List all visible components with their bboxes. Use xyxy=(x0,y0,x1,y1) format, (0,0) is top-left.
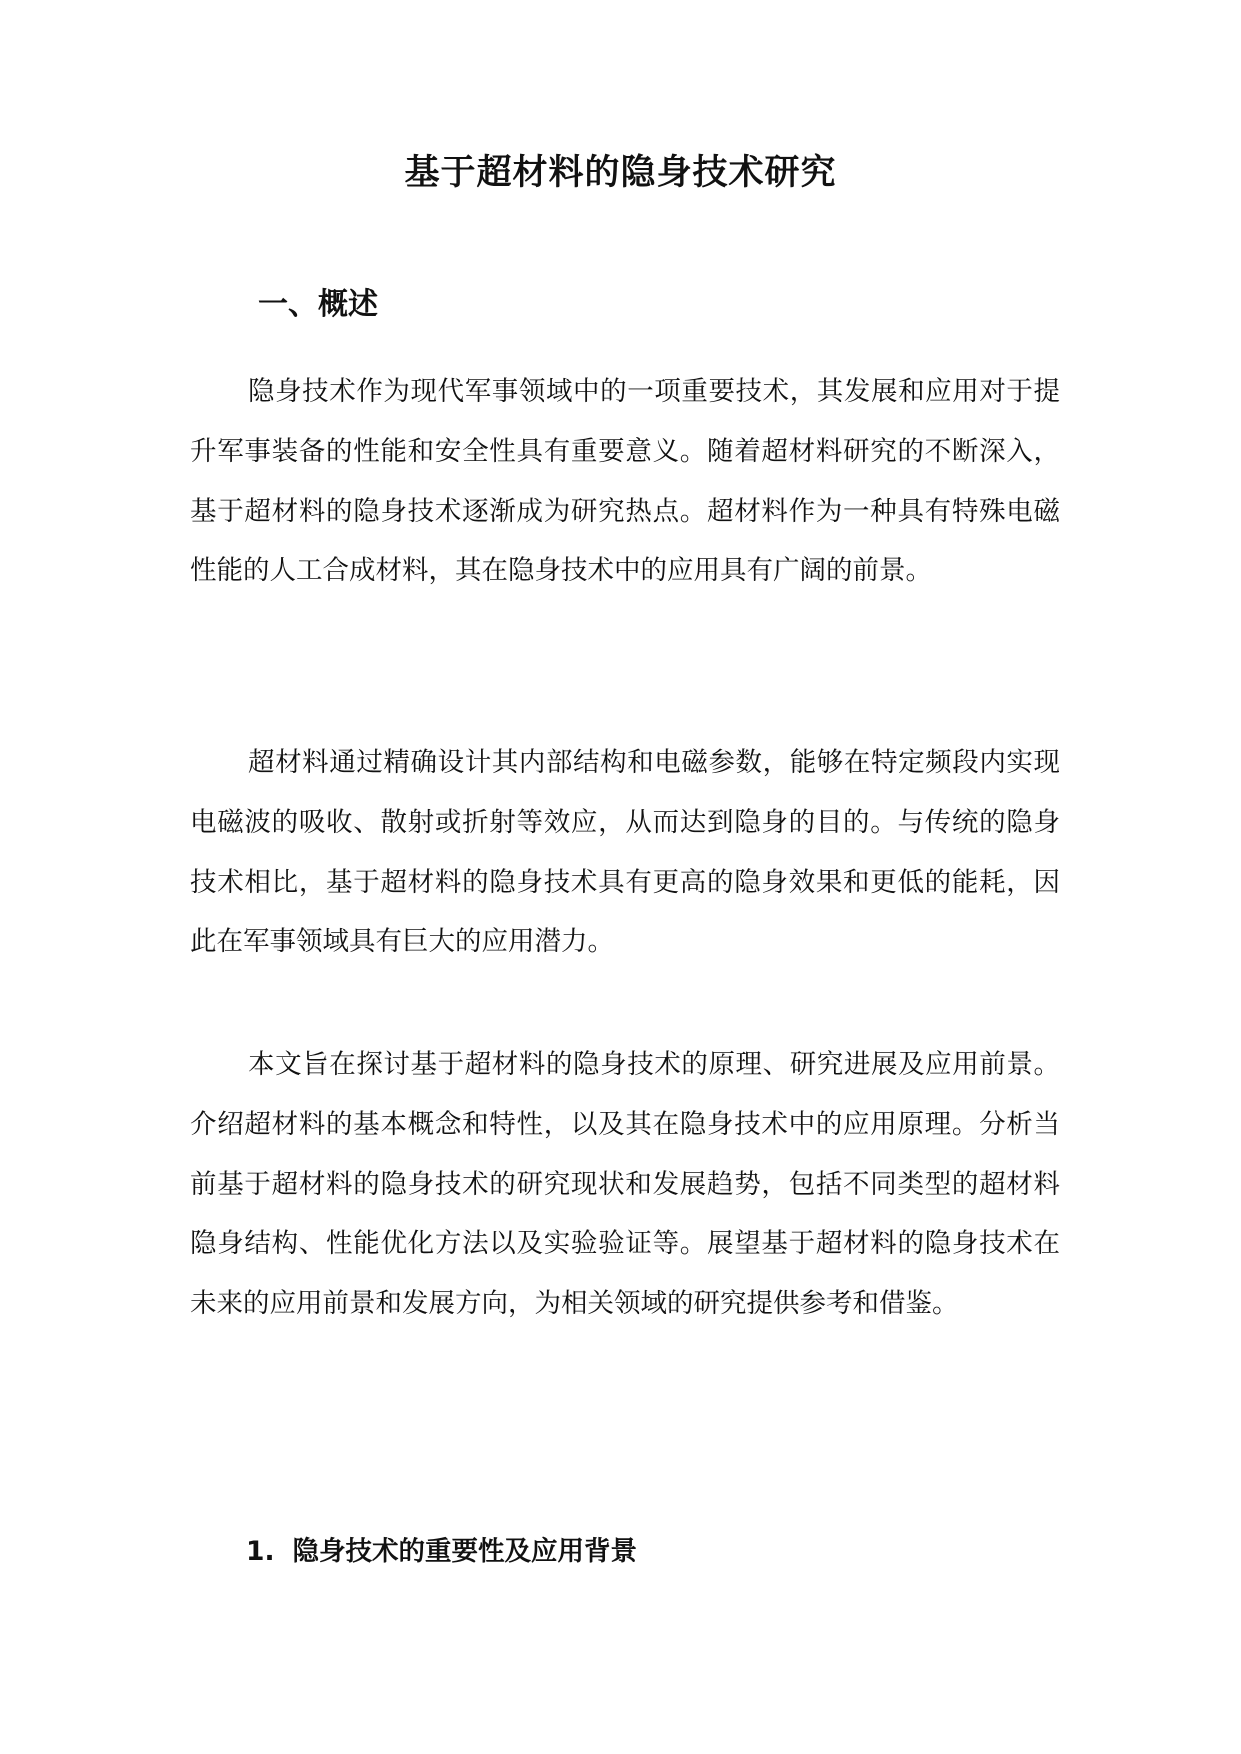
body-paragraph: 本文旨在探讨基于超材料的隐身技术的原理、研究进展及应用前景。介绍超材料的基本概念和特性，以及其在隐身技术中的应用原理。分析当前基于超材料的隐身技术的研究现状和发展趋势，包括不同类型的超材料隐身结构、性能优化方法以及实验验证等。展望基于超材料的隐身技术在未来的应用前景和发展方向，为相关领域的研究提供参考和借鉴。 xyxy=(190,1049,1060,1320)
subsection-heading xyxy=(246,1532,637,1572)
body-paragraph: 隐身技术作为现代军事领域中的一项重要技术，其发展和应用对于提升军事装备的性能和安全性具有重要意义。随着超材料研究的不断深入，基于超材料的隐身技术逐渐成为研究热点。超材料作为一种具有特殊电磁性能的人工合成材料，其在隐身技术中的应用具有广阔的前景。 xyxy=(190,376,1060,587)
subsection-number: 1. xyxy=(246,1536,275,1567)
body-paragraph: 超材料通过精确设计其内部结构和电磁参数，能够在特定频段内实现电磁波的吸收、散射或折射等效应，从而达到隐身的目的。与传统的隐身技术相比，基于超材料的隐身技术具有更高的隐身效果和更低的能耗，因此在军事领域具有巨大的应用潜力。 xyxy=(190,747,1060,958)
section-heading: 一、概述 xyxy=(258,287,378,322)
document-title: 基于超材料的隐身技术研究 xyxy=(404,153,837,193)
subsection-title: 隐身技术的重要性及应用背景 xyxy=(292,1536,638,1567)
